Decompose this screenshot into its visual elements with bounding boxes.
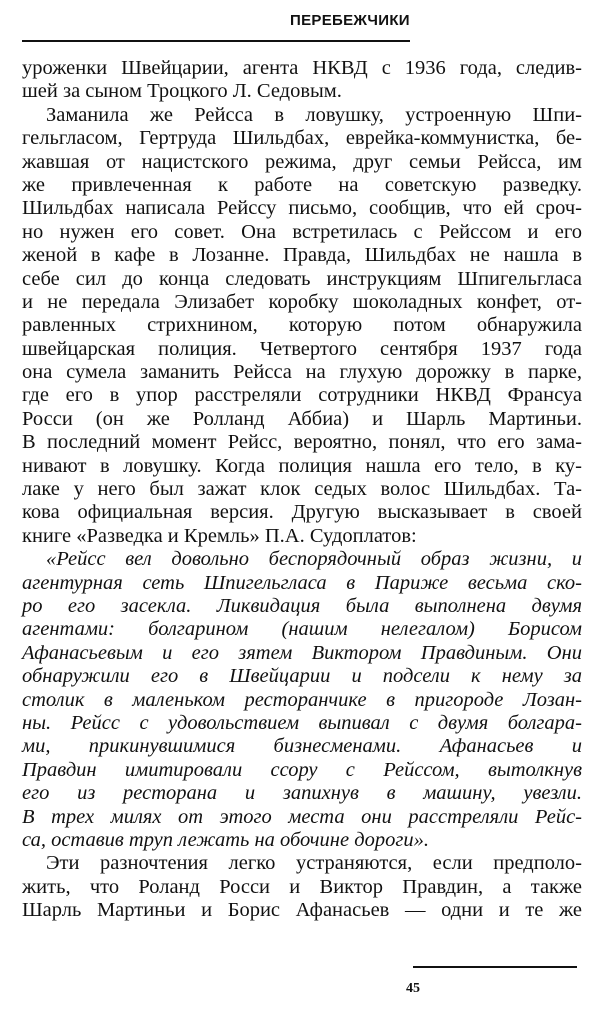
paragraph-1 (22, 57, 582, 104)
text-line: женой в кафе в Лозанне. Правда, Шильдбах не нашла в (22, 244, 582, 267)
quotation-block (22, 548, 582, 852)
text-line: кова официальная версия. Другую высказывает в своей (22, 501, 582, 524)
text-line: себе сил до конца следовать инструкциям Шпигельгласа (22, 267, 582, 290)
text-line: где его в упор расстреляли сотрудники НКВД Франсуа (22, 384, 582, 407)
quote-line: ро его засекла. Ликвидация была выполнена двумя (22, 594, 582, 617)
quote-line: его из ресторана и запихнув в машину, увезли. (22, 782, 582, 805)
text-line: уроженки Швейцарии, агента НКВД с 1936 года, следив- (22, 57, 582, 79)
quote-line: са, оставив труп лежать на обочине дороги». (22, 828, 429, 851)
quote-line: агентами: болгарином (нашим нелегалом) Борисом (22, 618, 582, 641)
running-title: ПЕРЕБЕЖЧИКИ (290, 12, 410, 29)
text-line: равленных стрихнином, которую потом обнаружила (22, 314, 582, 337)
text-line: но нужен его совет. Она встретилась с Рейссом и его (22, 220, 582, 243)
quote-line: агентурная сеть Шпигельгласа в Париже весьма ско- (22, 571, 582, 594)
text-line: Росси (он же Ролланд Аббиа) и Шарль Мартиньи. (22, 407, 582, 430)
text-line: лаке у него был зажат клок седых волос Шильдбах. Та- (22, 478, 582, 501)
text-line: жить, что Роланд Росси и Виктор Правдин, а также (22, 875, 582, 898)
quote-line: ны. Рейсс с удовольствием выпивал с двумя болгара- (22, 711, 582, 734)
header-rule (22, 40, 410, 42)
text-line: книге «Разведка и Кремль» П.А. Судоплатов: (22, 524, 417, 547)
quote-line: Афанасьевым и его зятем Виктором Правдиным. Они (22, 641, 582, 664)
text-line: жавшая от нацистского режима, друг семьи Рейсса, им (22, 150, 582, 173)
quote-line: столик в маленьком ресторанчике в пригороде Лозан- (22, 688, 582, 711)
text-line: Шильдбах написала Рейссу письмо, сообщив, что ей сроч- (22, 197, 582, 220)
page-number: 45 (406, 981, 420, 996)
quote-line: обнаружили его в Швейцарии и подсели к нему за (22, 665, 582, 688)
text-line: и не передала Элизабет коробку шоколадных конфет, от- (22, 290, 582, 313)
text-line: Эти разночтения легко устраняются, если предполо- (46, 852, 582, 875)
paragraph-2 (22, 104, 582, 548)
text-line: шей за сыном Троцкого Л. Седовым. (22, 80, 342, 103)
quote-line: Правдин имитировали ссору с Рейссом, вытолкнув (22, 758, 582, 781)
text-line: же привлеченная к работе на советскую разведку. (22, 173, 582, 196)
text-line: Шарль Мартиньи и Борис Афанасьев — одни и те же (22, 899, 582, 922)
quote-line: «Рейсс вел довольно беспорядочный образ жизни, и (46, 548, 582, 571)
quote-line: В трех милях от этого места они расстреляли Рейс- (22, 805, 582, 828)
quote-line: ми, прикинувшимися бизнесменами. Афанасьев и (22, 735, 582, 758)
page-body (22, 57, 582, 922)
text-line: швейцарская полиция. Четвертого сентября 1937 года (22, 337, 582, 360)
text-line: В последний момент Рейсс, вероятно, понял, что его зама- (22, 431, 582, 454)
text-line: нивают в ловушку. Когда полиция нашла его тело, в ку- (22, 454, 582, 477)
footer-rule (413, 966, 577, 968)
text-line: Заманила же Рейсса в ловушку, устроенную Шпи- (46, 103, 582, 126)
paragraph-4 (22, 852, 582, 922)
text-line: она сумела заманить Рейсса на глухую дорожку в парке, (22, 361, 582, 384)
text-line: гельгласом, Гертруда Шильдбах, еврейка-коммунистка, бе- (22, 127, 582, 150)
